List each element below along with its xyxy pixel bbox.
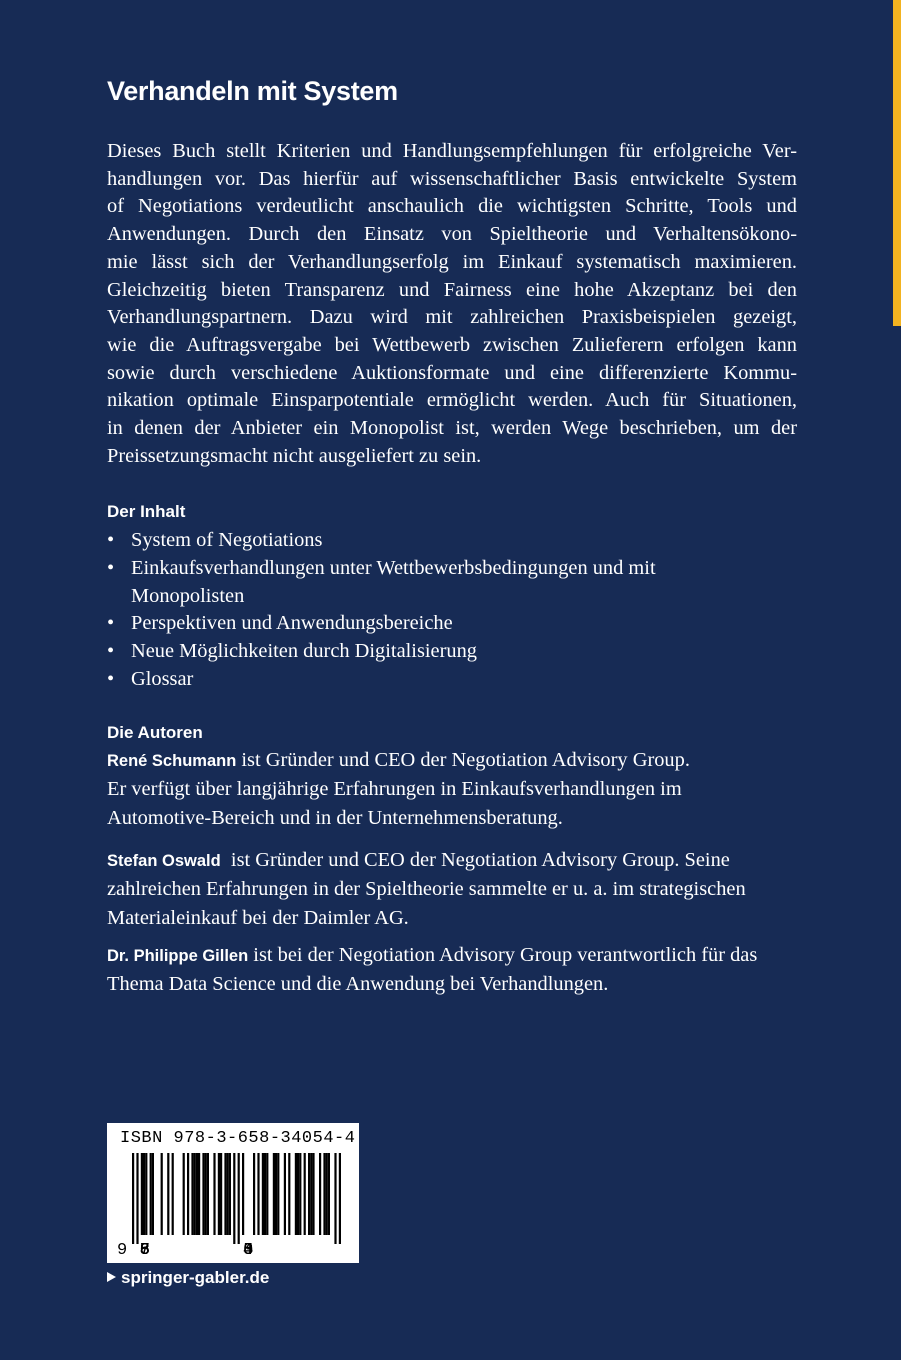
barcode-bar <box>238 1153 240 1244</box>
barcode-bar <box>334 1153 336 1244</box>
author-bio-line: Thema Data Science und die Anwendung bei Verhandlungen. <box>107 973 609 996</box>
barcode-bar <box>323 1153 325 1235</box>
barcode-bar <box>194 1153 196 1235</box>
list-item-text: Glossar <box>131 667 194 690</box>
barcode-bar <box>224 1153 226 1235</box>
isbn-label: ISBN 978-3-658-34054-4 <box>120 1129 356 1148</box>
author-name: René Schumann <box>107 752 237 770</box>
barcode-bar <box>304 1153 306 1235</box>
barcode-bar <box>152 1153 154 1235</box>
bullet: • <box>107 640 115 663</box>
bullet: • <box>107 612 115 635</box>
list-item <box>107 527 797 555</box>
blurb-line: Anwendungen. Durch den Einsatz von Spieltheorie und Verhaltensökono- <box>107 223 797 246</box>
barcode-bar <box>233 1153 235 1244</box>
barcode-bar <box>172 1153 174 1235</box>
author-bio-text: ist bei der Negotiation Advisory Group verantwortlich für das <box>248 944 758 966</box>
barcode-bar <box>299 1153 301 1235</box>
barcode-bar <box>257 1153 259 1235</box>
author-bio-line: Automotive-Bereich und in der Unternehmensberatung. <box>107 806 563 829</box>
barcode-bar <box>308 1153 310 1235</box>
blurb-line: wie die Auftragsvergabe bei Wettbewerb zwischen Zulieferern erfolgen kann <box>107 333 797 356</box>
publisher-link[interactable] <box>107 1268 269 1288</box>
barcode-bar <box>202 1153 204 1235</box>
list-item <box>107 638 797 666</box>
barcode-bar <box>143 1153 145 1235</box>
list-item-text: System of Negotiations <box>131 529 323 551</box>
publisher-link-text: springer-gabler.de <box>121 1268 270 1287</box>
barcode-bar <box>141 1153 143 1235</box>
barcode-digits: 9 <box>117 1241 128 1260</box>
barcode-bar <box>262 1153 264 1235</box>
barcode-bar <box>310 1153 312 1235</box>
barcode-bar <box>242 1153 244 1235</box>
barcode-bar <box>167 1153 169 1235</box>
blurb-line: Gleichzeitig bieten Transparenz und Fairness eine hohe Akzeptanz bei den <box>107 278 797 301</box>
barcode-bar <box>264 1153 266 1235</box>
barcode-bar <box>218 1153 220 1235</box>
barcode-bar <box>275 1153 277 1235</box>
list-item <box>107 666 797 694</box>
blurb-line: sowie durch verschiedene Auktionsformate und eine differenzierte Kommu- <box>107 361 797 384</box>
barcode-digits: 340544 <box>243 1241 254 1260</box>
barcode-bar <box>326 1153 328 1235</box>
barcode-bar <box>284 1153 286 1235</box>
bullet: • <box>107 667 115 690</box>
author-bio-line: Materialeinkauf bei der Daimler AG. <box>107 906 409 929</box>
author-bio-text: ist Gründer und CEO der Negotiation Advisory Group. <box>236 749 690 771</box>
barcode-bar <box>339 1153 341 1244</box>
blurb-line: Preissetzungsmacht nicht ausgeliefert zu sein. <box>107 444 482 467</box>
isbn-barcode <box>107 1123 359 1263</box>
barcode-bar <box>205 1153 207 1235</box>
barcode-bar <box>207 1153 209 1235</box>
barcode-bar <box>277 1153 279 1235</box>
barcode-bar <box>288 1153 290 1235</box>
barcode-bar <box>196 1153 198 1235</box>
author-bio <box>107 941 797 999</box>
barcode-bar <box>297 1153 299 1235</box>
list-item-text: Neue Möglichkeiten durch Digitalisierung <box>131 640 477 663</box>
barcode-bar <box>213 1153 215 1235</box>
author-bio <box>107 746 797 832</box>
blurb-line: Dieses Buch stellt Kriterien und Handlungsempfehlungen für erfolgreiche Ver- <box>107 140 797 162</box>
list-item <box>107 555 797 611</box>
author-name: Dr. Philippe Gillen <box>107 947 249 965</box>
barcode-bar <box>187 1153 189 1235</box>
authors-heading: Die Autoren <box>107 723 203 742</box>
author-bio-text: ist Gründer und CEO der Negotiation Advisory Group. Seine <box>220 849 730 871</box>
barcode-bar <box>150 1153 152 1235</box>
blurb-line: Verhandlungspartnern. Dazu wird mit zahlreichen Praxisbeispielen gezeigt, <box>107 306 797 329</box>
blurb <box>107 138 797 470</box>
barcode-bar <box>132 1153 134 1244</box>
contents-list <box>107 527 797 694</box>
barcode-bar <box>136 1153 138 1244</box>
accent-bar <box>893 0 901 326</box>
barcode-bar <box>253 1153 255 1235</box>
blurb-line: handlungen vor. Das hierfür auf wissenschaftlicher Basis entwickelte System <box>107 167 797 190</box>
book-title: Verhandeln mit System <box>107 76 398 106</box>
barcode-bar <box>266 1153 268 1235</box>
list-item <box>107 610 797 638</box>
barcode-bar <box>161 1153 163 1235</box>
author-bio-line: Er verfügt über langjährige Erfahrungen in Einkaufsverhandlungen im <box>107 778 682 801</box>
author-bio-line: zahlreichen Erfahrungen in der Spieltheorie sammelte er u. a. im strategischen <box>107 878 746 901</box>
barcode-bar <box>145 1153 147 1235</box>
bullet: • <box>107 556 115 579</box>
barcode-bar <box>229 1153 231 1235</box>
barcode-bar <box>319 1153 321 1235</box>
blurb-line: nikation optimale Einsparpotentiale ermöglicht werden. Auch für Situationen, <box>107 389 797 412</box>
barcode-graphic <box>107 1123 359 1263</box>
blurb-line: mie lässt sich der Verhandlungserfolg im Einkauf systematisch maximieren. <box>107 250 797 273</box>
barcode-bar <box>227 1153 229 1235</box>
barcode-bar <box>220 1153 222 1235</box>
author-bio <box>107 846 797 932</box>
blurb-line: of Negotiations verdeutlicht anschaulich die wichtigsten Schritte, Tools und <box>107 195 797 218</box>
barcode-bar <box>273 1153 275 1235</box>
contents-heading: Der Inhalt <box>107 502 186 521</box>
barcode-bar <box>198 1153 200 1235</box>
barcode-bar <box>312 1153 314 1235</box>
barcode-bar <box>328 1153 330 1235</box>
barcode-bar <box>191 1153 193 1235</box>
list-item-text: Einkaufsverhandlungen unter Wettbewerbsbedingungen und mit Monopolisten <box>131 556 656 607</box>
blurb-line: in denen der Anbieter ein Monopolist ist, werden Wege beschrieben, um der <box>107 417 797 440</box>
bullet: • <box>107 529 115 551</box>
barcode-bar <box>183 1153 185 1235</box>
barcode-bar <box>295 1153 297 1235</box>
list-item-text: Perspektiven und Anwendungsbereiche <box>131 612 453 635</box>
triangle-arrow-icon <box>107 1272 116 1282</box>
author-name: Stefan Oswald <box>107 852 221 870</box>
barcode-digits: 783658 <box>139 1241 151 1260</box>
